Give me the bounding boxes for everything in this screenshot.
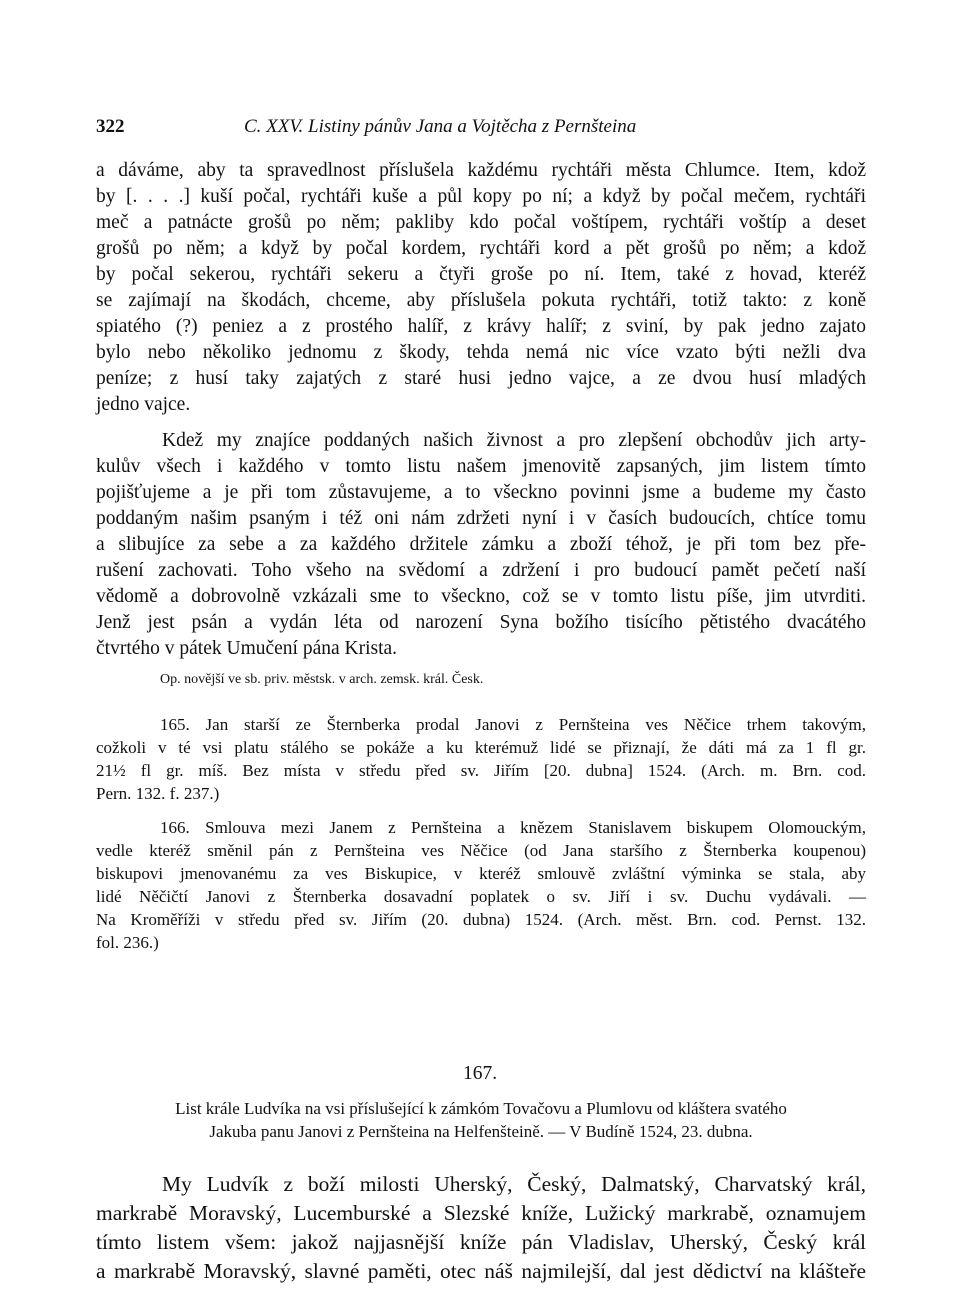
heading-line: Jakuba panu Janovi z Pernšteina na Helfenšteině. — V Budíně 1524, 23. dubna.	[209, 1122, 753, 1141]
text-line: markrabě Moravský, Lucemburské a Slezské kníže, Lužický markrabě, oznamujem	[96, 1201, 866, 1225]
text-line: poddaným našim psaným i též oni nám zdržeti nyní i v časích budoucích, chtíce tomu	[96, 508, 866, 529]
text-line: lidé Něčičtí Janovi z Šternberka dosavadní poplatek o sv. Jiří i sv. Duchu vydávali. —	[96, 887, 866, 906]
text-line: Jenž jest psán a vydán léta od narození Syna božího tisícího pětistého dvacátého	[96, 612, 866, 633]
entry-167-text	[96, 1170, 866, 1286]
text-line: vědomě a dobrovolně vzkázali sme to všeckno, což se v tomto listu píše, jim utvrditi.	[96, 586, 866, 607]
page-number: 322	[96, 116, 125, 137]
text-line: se zajímají na škodách, chceme, aby příslušela pokuta rychtáři, totiž takto: z koně	[96, 290, 866, 311]
text-line: tímto listem všem: jakož najjasnější kníže pán Vladislav, Uherský, Český král	[96, 1230, 866, 1254]
text-line: rušení zachovati. Toho všeho na svědomí a zdržení i pro budoucí pamět pečetí naší	[96, 560, 866, 581]
entry-166	[96, 816, 866, 954]
text-line: fol. 236.)	[96, 933, 159, 952]
text-line: meč a patnácte grošů po něm; pakliby kdo počal voštípem, rychtáři voštíp a deset	[96, 212, 866, 233]
text-line: grošů po něm; a když by počal kordem, rychtáři kord a pět grošů po něm; a kdož	[96, 238, 866, 259]
text-line: bylo nebo několiko jednomu z škody, tehda nemá nic více vzato býti nežli dva	[96, 342, 866, 363]
text-line: My Ludvík z boží milosti Uherský, Český, Dalmatský, Charvatský král,	[162, 1172, 866, 1196]
text-line: by [. . . .] kuší počal, rychtáři kuše a půl kopy po ní; a když by počal mečem, rychtáři	[96, 186, 866, 207]
source-note: Op. novější ve sb. priv. městsk. v arch. zemsk. král. Česk.	[160, 672, 484, 687]
text-line: čtvrtého v pátek Umučení pána Krista.	[96, 638, 398, 659]
body-paragraph-2	[96, 428, 866, 662]
entry-165	[96, 713, 866, 805]
text-line: vedle kteréž směnil pán z Pernšteina ves Něčice (od Jana staršího z Šternberka koupenou)	[96, 841, 866, 860]
text-line: a markrabě Moravský, slavné paměti, otec náš najmilejší, dal jest dědictví na klášteře	[96, 1259, 866, 1283]
text-line: pojišťujeme a je při tom zůstavujeme, a to všeckno povinni jsme a budeme my často	[96, 482, 866, 503]
text-line: spiatého (?) peniez a z prostého halíř, z krávy halíř; z sviní, by pak jedno zajato	[96, 316, 866, 337]
running-title: C. XXV. Listiny pánův Jana a Vojtěcha z Pernšteina	[244, 116, 637, 137]
text-line: a slibujíce za sebe a za každého držitele zámku a zboží téhož, je při tom bez pře-	[96, 534, 866, 555]
text-line: by počal sekerou, rychtáři sekeru a čtyři groše po ní. Item, také z hovad, kteréž	[96, 264, 866, 285]
text-line: biskupovi jmenovanému za ves Biskupice, v kteréž smlouvě zvláštní výminka se stala, aby	[96, 864, 866, 883]
document-number: 167.	[462, 1063, 498, 1084]
text-line: jedno vajce.	[96, 394, 191, 415]
text-line: kulův všech i každého v tomto listu našem jmenovitě zapsaných, jim listem tímto	[96, 456, 866, 477]
document-heading	[96, 1097, 866, 1143]
text-line: 165. Jan starší ze Šternberka prodal Janovi z Pernšteina ves Něčice trhem takovým,	[160, 715, 866, 734]
text-line: 21½ fl gr. míš. Bez místa v středu před sv. Jiřím [20. dubna] 1524. (Arch. m. Brn. cod.	[96, 761, 866, 780]
text-line: Kdež my znajíce poddaných našich živnost a pro zlepšení obchodův jich arty-	[162, 430, 866, 451]
text-line: Na Kroměříži v středu před sv. Jiřím (20. dubna) 1524. (Arch. měst. Brn. cod. Pernst. 132.	[96, 910, 866, 929]
text-line: 166. Smlouva mezi Janem z Pernšteina a knězem Stanislavem biskupem Olomouckým,	[160, 818, 866, 837]
page-header	[96, 116, 866, 146]
text-line: Pern. 132. f. 237.)	[96, 784, 220, 803]
heading-line: List krále Ludvíka na vsi příslušející k zámkóm Tovačovu a Plumlovu od kláštera svatého	[175, 1099, 787, 1118]
body-paragraph-1	[96, 158, 866, 418]
text-line: peníze; z husí taky zajatých z staré husi jedno vajce, a ze dvou husí mladých	[96, 368, 866, 389]
text-line: cožkoli v té vsi platu stálého se pokáže a ku kterémuž lidé se přiznají, že dáti má za 1 fl gr.	[96, 738, 866, 757]
text-line: a dáváme, aby ta spravedlnost příslušela každému rychtáři města Chlumce. Item, kdož	[96, 160, 866, 181]
